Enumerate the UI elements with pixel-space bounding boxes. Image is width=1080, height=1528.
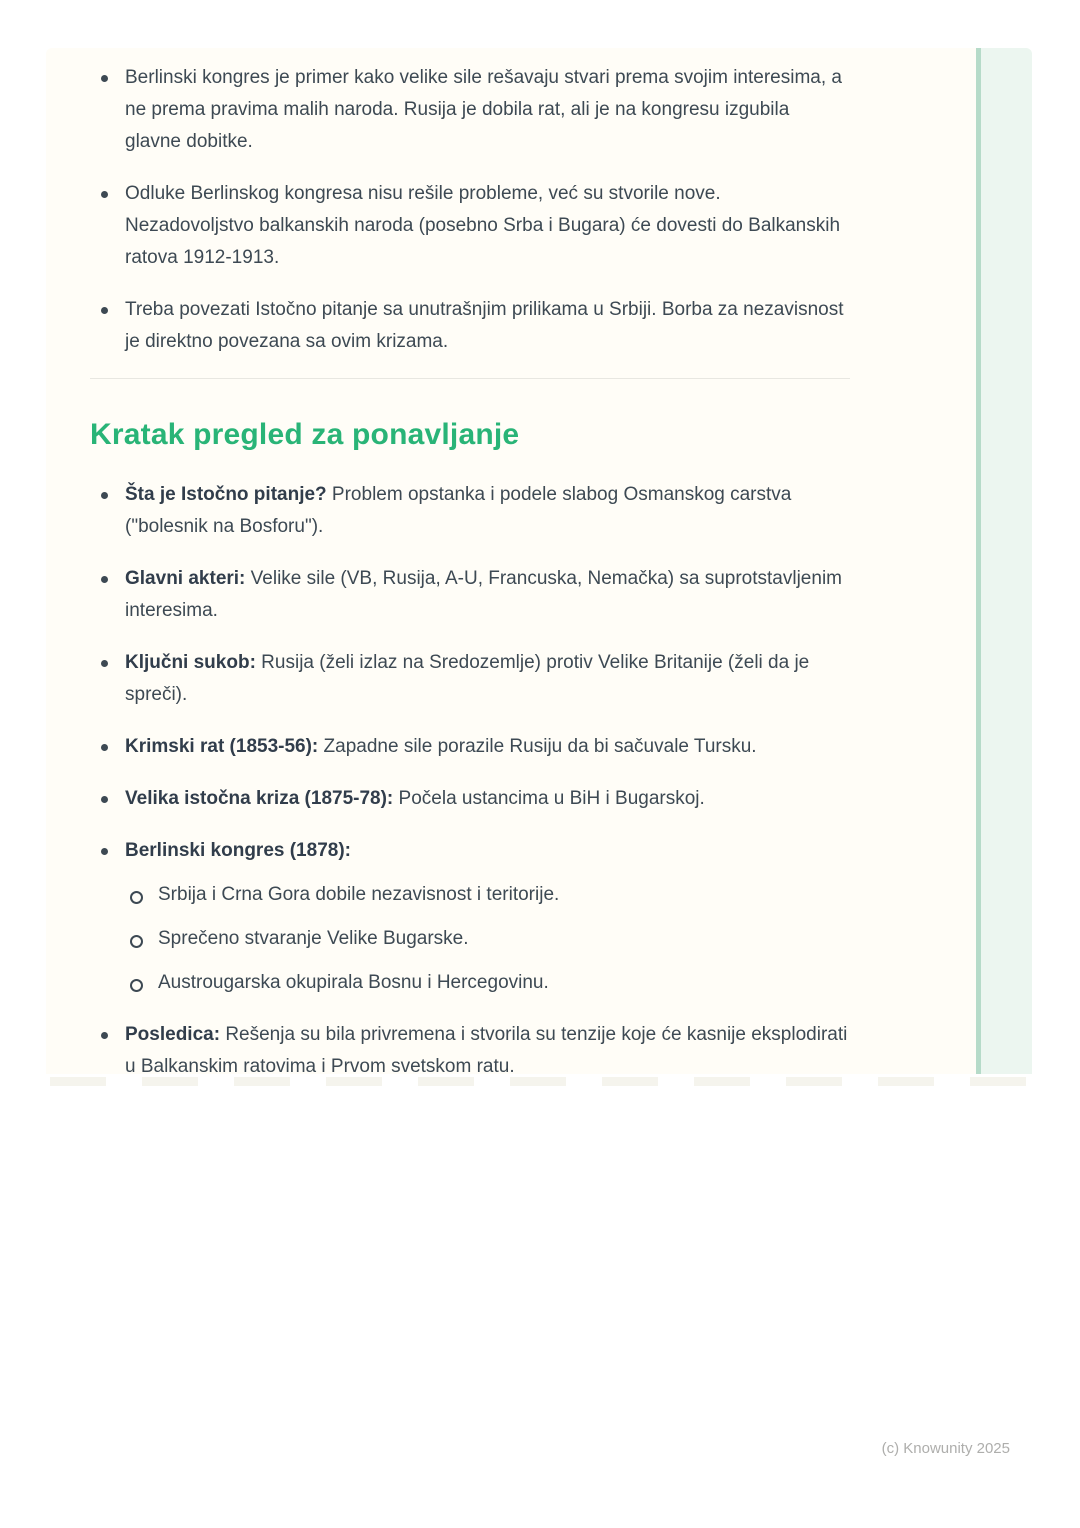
bullet-lead: Šta je Istočno pitanje? <box>125 484 327 505</box>
copyright-text: (c) Knowunity 2025 <box>881 1440 1010 1457</box>
bullet-lead: Ključni sukob: <box>125 652 256 673</box>
bullet-text: Problem opstanka i podele slabog Osmanskog carstva ("bolesnik na Bosforu"). <box>125 484 792 537</box>
section-divider <box>90 378 850 379</box>
bullet-text: Rusija (želi izlaz na Sredozemlje) protiv Velike Britanije (želi da je spreči). <box>125 652 810 705</box>
bullet-lead: Velika istočna kriza (1875-78): <box>125 788 394 809</box>
list-item <box>90 294 850 358</box>
bullet-text: Austrougarska okupirala Bosnu i Hercegovinu. <box>158 972 549 993</box>
sub-list-item <box>125 879 850 911</box>
list-item <box>90 62 850 158</box>
bullet-lead: Glavni akteri: <box>125 568 246 589</box>
bullet-text: Berlinski kongres je primer kako velike sile rešavaju stvari prema svojim interesima, a ne prema pravima malih naroda. Rusija je dobila rat, ali je na kongresu izgubila glavne dobitke. <box>125 67 842 152</box>
intro-bullet-list <box>90 62 850 358</box>
bullet-text: Počela ustancima u BiH i Bugarskoj. <box>393 788 705 809</box>
sub-list-item <box>125 923 850 955</box>
sub-list-item <box>125 967 850 999</box>
page-edge-accent-bar <box>976 48 1032 1074</box>
bullet-text: Treba povezati Istočno pitanje sa unutrašnjim prilikama u Srbiji. Borba za nezavisnost je direktno povezana sa ovim krizama. <box>125 299 844 352</box>
page-content <box>90 48 850 1103</box>
notes-page-card <box>46 48 1032 1077</box>
bullet-text: Rešenja su bila privremena i stvorila su tenzije koje će kasnije eksplodirati u Balkanskim ratovima i Prvom svetskom ratu. <box>125 1024 848 1077</box>
bullet-text: Srbija i Crna Gora dobile nezavisnost i teritorije. <box>158 884 560 905</box>
bullet-lead: Berlinski kongres (1878): <box>125 840 351 861</box>
bullet-text: Zapadne sile porazile Rusiju da bi sačuvale Tursku. <box>318 736 757 757</box>
list-item <box>90 731 850 763</box>
bullet-lead: Krimski rat (1853-56): <box>125 736 319 757</box>
bullet-text: Sprečeno stvaranje Velike Bugarske. <box>158 928 469 949</box>
sub-bullet-list <box>125 879 850 999</box>
bullet-text: Odluke Berlinskog kongresa nisu rešile probleme, već su stvorile nove. Nezadovoljstvo balkanskih naroda (posebno Srba i Bugara) će dovesti do Balkanskih ratova 1912-1913. <box>125 183 841 268</box>
list-item <box>90 647 850 711</box>
bullet-lead: Posledica: <box>125 1024 221 1045</box>
section-title: Kratak pregled za ponavljanje <box>90 418 520 451</box>
list-item <box>90 479 850 543</box>
summary-bullet-list <box>90 479 850 1083</box>
list-item <box>90 1019 850 1083</box>
list-item <box>90 563 850 627</box>
list-item <box>90 783 850 815</box>
list-item <box>90 835 850 999</box>
list-item <box>90 178 850 274</box>
bullet-text: Velike sile (VB, Rusija, A-U, Francuska, Nemačka) sa suprotstavljenim interesima. <box>125 568 842 621</box>
